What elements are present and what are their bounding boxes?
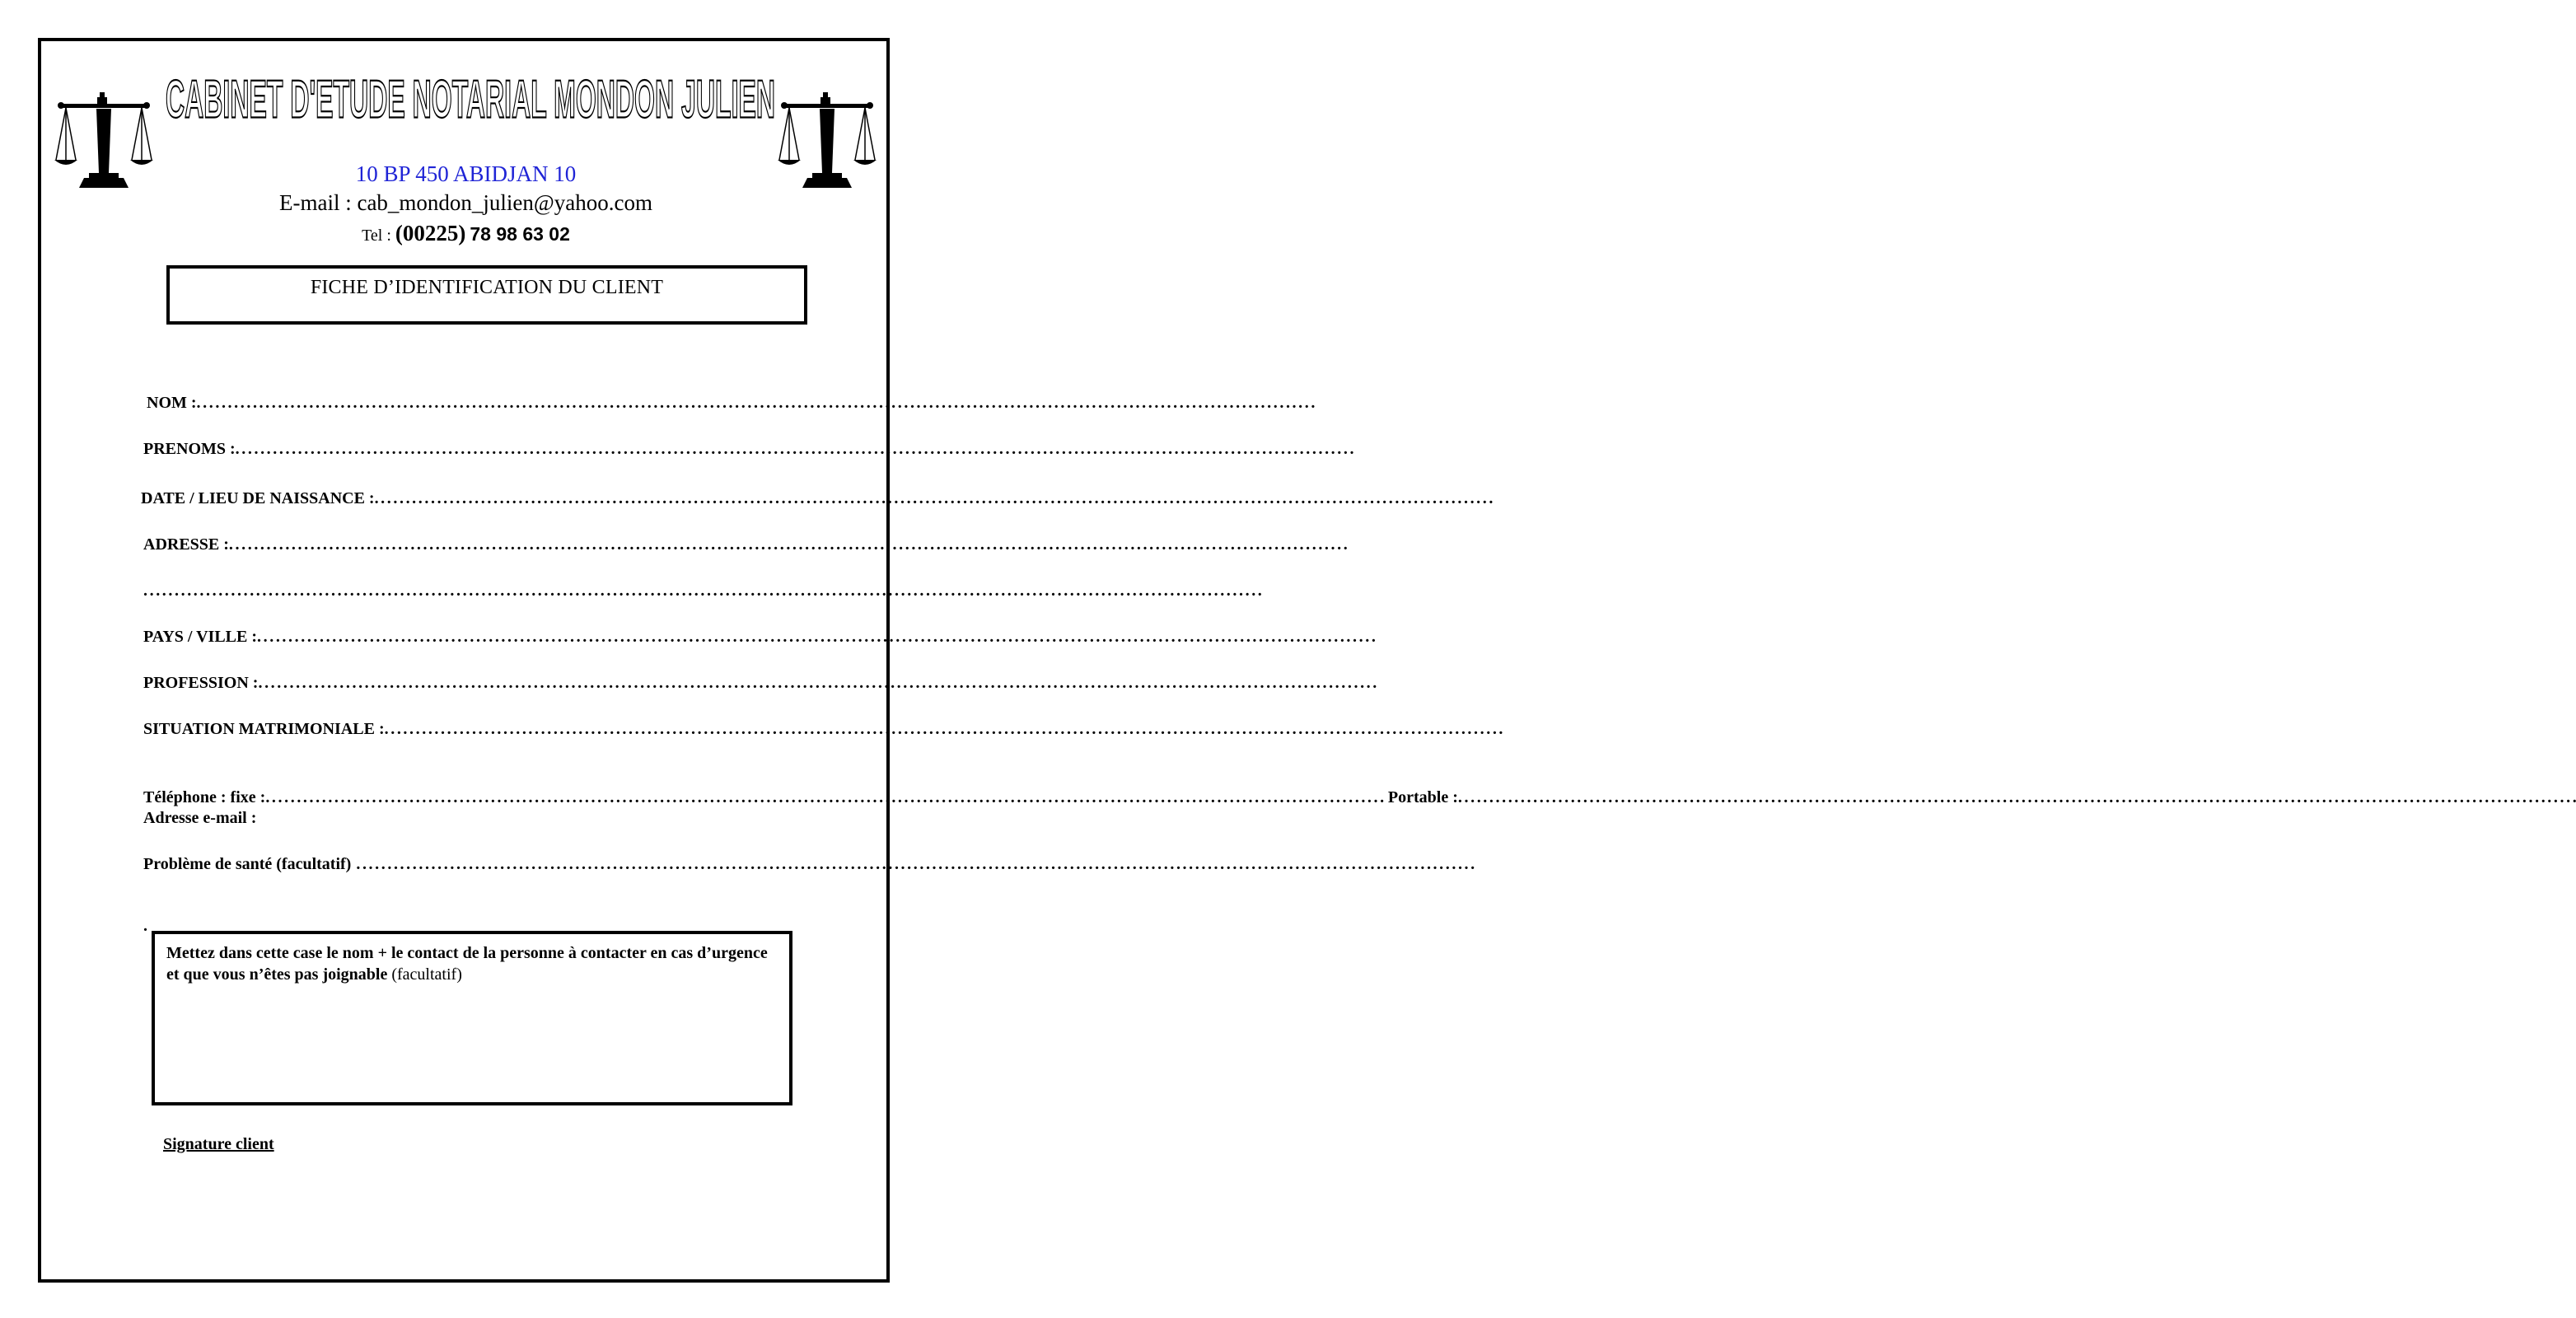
firm-telephone (0, 221, 932, 246)
field-nom-label: NOM : (147, 394, 197, 412)
dotted-line (385, 720, 1503, 739)
field-email-label: Adresse e-mail : (143, 809, 257, 827)
firm-title-text: CABINET D'ETUDE NOTARIAL MONDON JULIEN (166, 69, 776, 130)
field-profession-label: PROFESSION : (143, 674, 259, 692)
field-adresse-continued[interactable] (143, 582, 763, 606)
telephone-fixe-input[interactable] (265, 788, 1383, 807)
field-situation-matrimoniale[interactable] (143, 720, 768, 745)
dotted-line (258, 674, 1376, 693)
field-situation-label: SITUATION MATRIMONIALE : (143, 720, 385, 738)
firm-title (161, 46, 779, 138)
dotted-line (257, 628, 1375, 647)
tel-prefix: (00225) (395, 221, 466, 245)
field-portable-label: Portable : (1387, 788, 1458, 806)
stray-dot: . (143, 917, 147, 935)
dotted-line (236, 440, 1353, 459)
dotted-line (143, 582, 1261, 601)
field-pays-ville-label: PAYS / VILLE : (143, 628, 258, 646)
signature-label: Signature client (163, 1135, 274, 1153)
field-naissance-label: DATE / LIEU DE NAISSANCE : (141, 489, 375, 507)
field-sante[interactable] (143, 855, 773, 880)
dotted-line (356, 855, 1474, 874)
field-adresse-label: ADRESSE : (143, 535, 229, 554)
field-telephone-label: Téléphone : fixe : (143, 788, 266, 806)
form-title: FICHE D’IDENTIFICATION DU CLIENT (310, 277, 664, 298)
firm-address: 10 BP 450 ABIDJAN 10 (355, 161, 577, 186)
form-title-box (166, 265, 807, 325)
field-nom[interactable] (147, 394, 763, 418)
dotted-line (197, 394, 1315, 413)
firm-email: E-mail : cab_mondon_julien@yahoo.com (278, 190, 652, 215)
emergency-instructions-optional: (facultatif) (387, 965, 462, 984)
field-prenoms-label: PRENOMS : (143, 440, 236, 458)
field-profession[interactable] (143, 674, 763, 699)
field-naissance[interactable] (141, 489, 760, 514)
dotted-line (229, 535, 1347, 554)
dotted-line (375, 489, 1493, 508)
emergency-contact-box[interactable] (152, 931, 792, 1105)
field-email[interactable] (143, 809, 390, 834)
field-prenoms[interactable] (143, 440, 763, 465)
emergency-instructions-bold: Mettez dans cette case le nom + le contact de la personne à contacter en cas d’urgence et que vous n’êtes pas joignable (166, 944, 768, 984)
telephone-portable-input[interactable] (1458, 788, 2576, 807)
field-sante-label: Problème de santé (facultatif) (143, 855, 352, 873)
emergency-instructions (166, 942, 778, 985)
tel-label: Tel : (362, 227, 391, 245)
field-pays-ville[interactable] (143, 628, 760, 652)
tel-number: 78 98 63 02 (470, 223, 570, 245)
field-adresse[interactable] (143, 535, 761, 560)
